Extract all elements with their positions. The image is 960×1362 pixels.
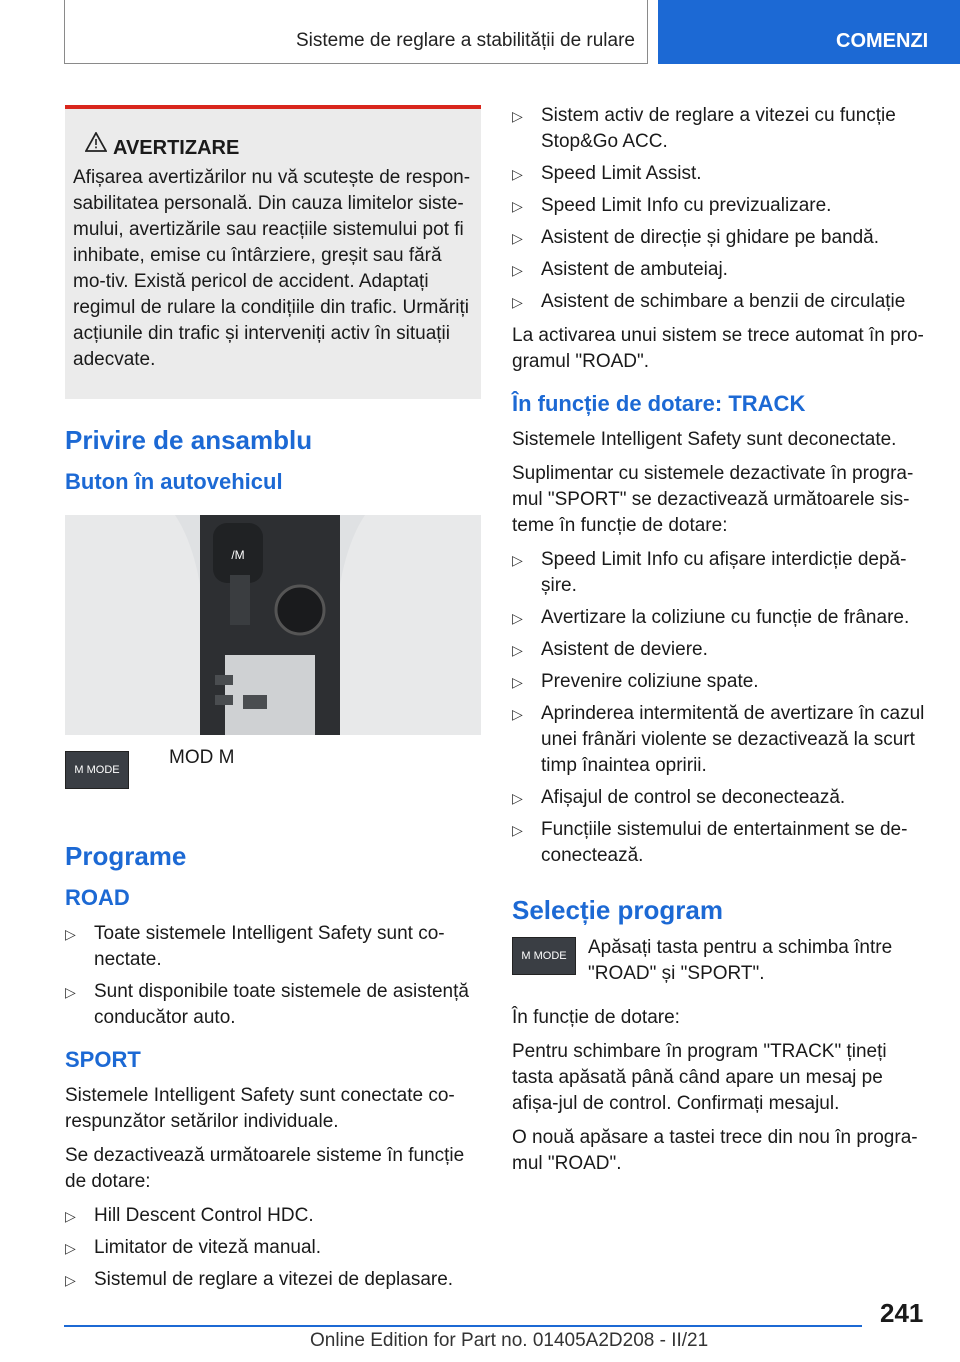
list-item: ▷ Speed Limit Info cu previzualizare. [512,193,926,219]
right-column [512,103,926,1185]
tab-label: COMENZI [836,30,929,52]
sport-p3: La activarea unui sistem se trece automat în pro-gramul "ROAD". [512,325,924,372]
warning-triangle-icon [85,132,107,152]
list-item: ▷ Funcțiile sistemului de entertainment se de-conectează. [512,817,926,869]
list-item: ▷ Hill Descent Control HDC. [65,1203,481,1229]
list-item: ▷ Speed Limit Info cu afișare interdicție depă-șire. [512,547,926,599]
overview-heading: Privire de ansamblu [65,425,313,455]
warning-title: AVERTIZARE [113,137,240,159]
m-mode-button[interactable]: M MODE [512,937,576,975]
sport-list [65,1203,481,1293]
footer-edition: Online Edition for Part no. 01405A2D208 - II/21 [310,1330,709,1351]
list-item: ▷ Asistent de schimbare a benzii de circulație [512,289,926,315]
selection-button-row [512,937,926,995]
warning-heading [73,135,473,161]
list-item: ▷ Sistemul de reglare a vitezei de deplasare. [65,1267,481,1293]
selection-p1: În funcție de dotare: [512,1007,680,1028]
console-photo [65,515,481,735]
track-list [512,547,926,869]
list-item: ▷ Toate sistemele Intelligent Safety sunt co-nectate. [65,921,481,973]
list-item: ▷ Aprinderea intermitentă de avertizare în cazul unei frânări violente se dezactivează la scurt timp înaintea opririi. [512,701,926,779]
section-title: Sisteme de reglare a stabilității de rulare [295,30,635,51]
track-p1: Sistemele Intelligent Safety sunt deconectate. [512,429,897,450]
svg-text:/M: /M [231,548,245,562]
track-p2: Suplimentar cu sistemele dezactivate în progra-mul "SPORT" se dezactivează următoarele sis-teme în funcție de dotare: [512,463,914,536]
sport-p2: Se dezactivează următoarele sisteme în funcție de dotare: [65,1145,465,1192]
list-item: ▷ Sunt disponibile toate sistemele de asistență conducător auto. [65,979,481,1031]
sport-p1: Sistemele Intelligent Safety sunt conectate co-respunzător setărilor individuale. [65,1085,455,1132]
track-heading: În funcție de dotare: TRACK [512,391,806,416]
overview-subheading: Buton în autovehicul [65,469,283,494]
road-list [65,921,481,1031]
selection-heading: Selecție program [512,895,723,925]
list-item: ▷ Prevenire coliziune spate. [512,669,926,695]
warning-text: Afișarea avertizărilor nu vă scutește de respon-sabilitatea personală. Din cauza limitelor siste-mului, avertizările sau reacțiile sistemului pot fi inhibate, emise cu întârziere, greșit sau fără mo-tiv. Există pericol de accident. Adaptați regimul de rulare la condițiile din trafic. Urmăriți acțiunile din trafic și interveniți activ în situații adecvate. [73,167,471,370]
mode-button-row [65,747,481,815]
list-item: ▷ Avertizare la coliziune cu funcție de frânare. [512,605,926,631]
footer-divider [64,1325,862,1327]
selection-p3: O nouă apăsare a tastei trece din nou în progra-mul "ROAD". [512,1127,918,1174]
selection-button-text: Apăsați tasta pentru a schimba între "ROAD" și "SPORT". [588,937,893,984]
selection-p2: Pentru schimbare în program "TRACK" țineți tasta apăsată până când apare un mesaj pe afișa-jul de control. Confirmați mesajul. [512,1041,887,1114]
tab-comenzi[interactable] [658,0,960,64]
left-column [65,0,481,1301]
m-mode-label: MOD M [169,747,235,768]
sport-heading: SPORT [65,1047,141,1072]
road-heading: ROAD [65,885,130,910]
programs-heading: Programe [65,841,187,871]
list-item: ▷ Afișajul de control se deconectează. [512,785,926,811]
list-item: ▷ Speed Limit Assist. [512,161,926,187]
list-item: ▷ Asistent de ambuteiaj. [512,257,926,283]
sport-list-cont [512,103,926,315]
list-item: ▷ Limitator de viteză manual. [65,1235,481,1261]
warning-box [65,105,481,399]
page-number: 241 [880,1298,924,1328]
list-item: ▷ Sistem activ de reglare a vitezei cu funcție Stop&Go ACC. [512,103,926,155]
m-mode-button[interactable]: M MODE [65,751,129,789]
list-item: ▷ Asistent de deviere. [512,637,926,663]
list-item: ▷ Asistent de direcție și ghidare pe bandă. [512,225,926,251]
